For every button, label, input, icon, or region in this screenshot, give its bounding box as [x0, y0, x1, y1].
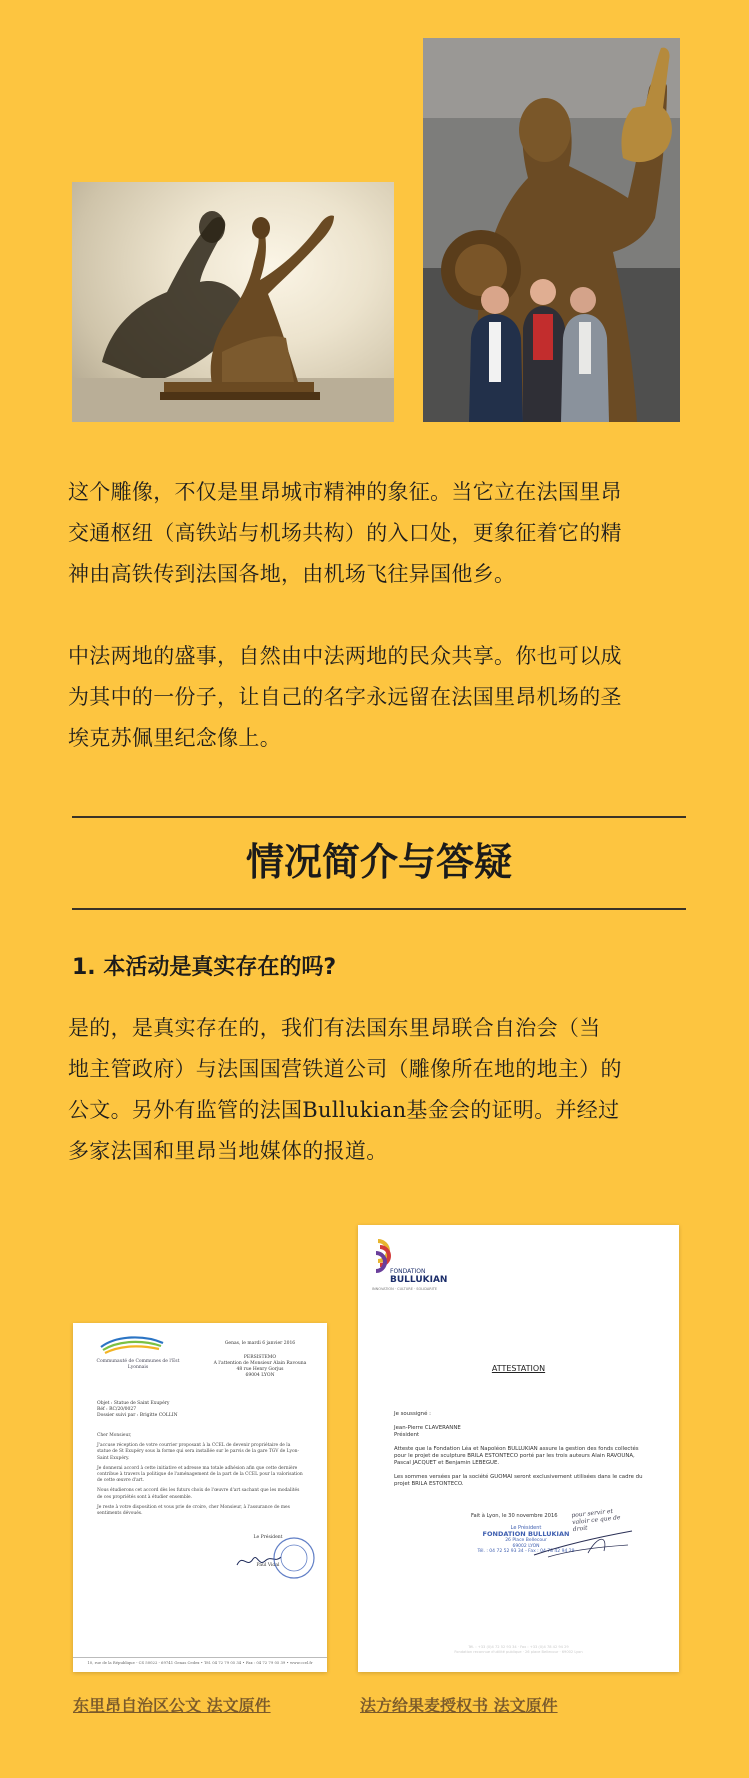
letter-date: Genas, le mardi 6 janvier 2016 [224, 1341, 296, 1346]
ccel-logo-icon [97, 1333, 167, 1357]
letter-body-paragraph: Nous étudierons cet accord dès les futurs choix de l'œuvre d'art sachant que les modalités de ces propriétés sont à étudier ensemble. [97, 1488, 300, 1500]
attestation-title: ATTESTATION [491, 1364, 546, 1373]
document-caption-1: 东里昂自治区公文 法文原件 [73, 1696, 271, 1715]
stamp-line-2: FONDATION BULLUKIAN [482, 1530, 570, 1538]
section-divider-bottom [72, 908, 686, 910]
letter-salutation: Cher Monsieur, [97, 1433, 132, 1438]
letter-signer-name: Paul Vidal [256, 1563, 280, 1568]
attestation-footer: Tél. : +33 (0)4 72 52 93 34 · Fax : +33 (0)4 78 42 94 29 Fondation reconnue d'utilité publique · 26 place Bellecour · 69002 Lyon [454, 1645, 583, 1654]
bullukian-tagline: INNOVATION · CULTURE · SOLIDARITE [372, 1287, 438, 1291]
attestation-date: Fait à Lyon, le 30 novembre 2016 [471, 1513, 558, 1519]
faq-answer-1: 是的，是真实存在的，我们有法国东里昂联合自治会（当 地主管政府）与法国国营铁道公司（雕像所在地的地主）的 公文。另外有监管的法国Bullukian基金会的证明。并经过 多家法国和里昂当地媒体的报道。 [68, 1016, 622, 1163]
official-stamp-icon [271, 1535, 317, 1581]
statuette-photo [72, 182, 394, 422]
document-ccel-letter [73, 1323, 327, 1672]
letter-body-paragraph: J'accuse réception de votre courrier proposant à la CCEL de devenir propriétaire de la statue de St Exupéry sous la forme qui sera installée sur le parvis de la gare TGV de Lyon-Saint Exupéry. [97, 1443, 299, 1461]
section-title: 情况简介与答疑 [245, 840, 512, 884]
letter-body-paragraph: Je donnerai accord à cette initiative et adresse ma totale adhésion afin que cette dernière contribue à travers la politique de l'aménagement de la part de la CCEL pour la valorisation de cette œuvre d'art. [97, 1465, 303, 1484]
bullukian-org-line-2: BULLUKIAN [390, 1275, 448, 1285]
letter-body [97, 1433, 303, 1521]
ccel-org-name: Communauté de Communes de l'Est Lyonnais [96, 1359, 180, 1370]
letter-reference: Objet : Statue de Saint Exupéry Réf : RC/20/0027 Dossier suivi par : Brigitte COLLIN [97, 1401, 178, 1418]
letter-signer-title: Le Président [253, 1535, 283, 1540]
bullukian-org-line-1: FONDATION [390, 1268, 426, 1275]
statuette-illustration [72, 182, 394, 422]
attestation-body: Je soussigné : Jean-Pierre CLAVERANNE Président Atteste que la Fondation Léa et Napoléon BULLUKIAN assure la gestion des fonds collectés pour le projet de sculpture BRILA ESTONTECO porté par les trois auteurs Alain RAVOUNA, Pascal JACQUET et Benjamin LEBEGUE. Les sommes versées par la société GUOMAI seront exclusivement utilisées dans le cadre du projet BRILA ESTONTECO. [394, 1411, 643, 1487]
letter-addressee: PERSISTEMO A l'attention de Monsieur Alain Ravouna 48 rue Henry Gorjus 69004 LYON [213, 1355, 307, 1378]
statue-photo [423, 38, 680, 422]
intro-paragraph-1: 这个雕像，不仅是里昂城市精神的象征。当它立在法国里昂 交通枢纽（高铁站与机场共构）的入口处，更象征着它的精 神由高铁传到法国各地，由机场飞往异国他乡。 [68, 480, 622, 586]
stamp-line-3: 26 Place Bellecour 69002 LYON Tél. : 04 72 52 93 34 - Fax : 04 78 42 94 29 [477, 1538, 575, 1554]
stamp-line-1: Le Président [510, 1525, 542, 1531]
intro-paragraph-2: 中法两地的盛事，自然由中法两地的民众共享。你也可以成 为其中的一份子，让自己的名字永远留在法国里昂机场的圣 埃克苏佩里纪念像上。 [68, 644, 622, 750]
letter-body-paragraph: Je reste à votre disposition et vous prie de croire, cher Monsieur, à l'assurance de mes sentiments dévoués. [97, 1504, 290, 1517]
attestation-handwritten-note: pour servir et valoir ce que de droit [571, 1507, 621, 1534]
document-bullukian-attestation [358, 1225, 679, 1672]
signature-icon [528, 1525, 638, 1561]
document-caption-2: 法方给果麦授权书 法文原件 [360, 1696, 558, 1715]
letter-footer: 10, rue de la République - CS 50022 - 69741 Genas Cedex • Tél. 04 72 79 05 34 • Fax : 04 72 79 05 39 • www.ccel.fr [73, 1657, 327, 1665]
letter-date-and-addressee [201, 1341, 319, 1379]
faq-question-1: 1. 本活动是真实存在的吗? [72, 955, 337, 980]
statue-illustration [423, 38, 680, 422]
section-divider-top [72, 816, 686, 818]
